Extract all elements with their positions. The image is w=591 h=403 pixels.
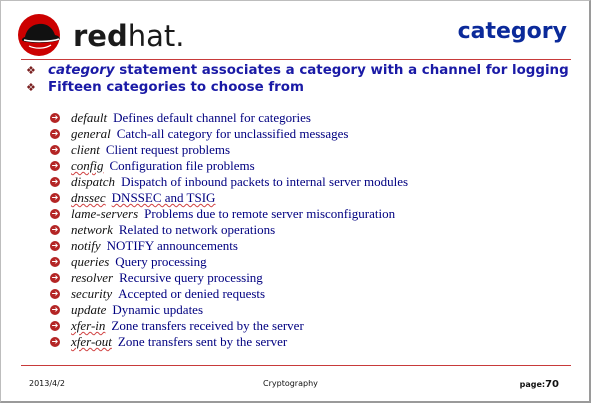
slide-title: category <box>457 19 567 44</box>
bullet-item: ❖ Fifteen categories to choose from <box>26 80 304 95</box>
bullet-marker-icon: ❖ <box>26 81 36 94</box>
bullet-marker-icon: ❖ <box>26 64 36 77</box>
list-item: ➔ dispatch Dispatch of inbound packets to internal server modules <box>51 174 409 189</box>
category-list <box>49 110 408 350</box>
arrow-bullet-icon: ➔ <box>51 273 59 282</box>
arrow-bullet-icon: ➔ <box>51 257 59 266</box>
arrow-bullet-icon: ➔ <box>51 193 59 202</box>
list-item: ➔ xfer-out Zone transfers sent by the server <box>51 334 288 349</box>
arrow-bullet-icon: ➔ <box>51 161 59 170</box>
arrow-bullet-icon: ➔ <box>51 241 59 250</box>
list-item: ➔ network Related to network operations <box>51 222 276 237</box>
arrow-bullet-icon: ➔ <box>51 337 59 346</box>
arrow-bullet-icon: ➔ <box>51 321 59 330</box>
logo-wordmark: redhat. <box>73 19 185 53</box>
arrow-bullet-icon: ➔ <box>51 113 59 122</box>
redhat-logo <box>15 13 185 57</box>
list-item: ➔ resolver Recursive query processing <box>51 270 263 285</box>
list-item: ➔ notify NOTIFY announcements <box>51 238 238 253</box>
bullet-item: ❖ category statement associates a category with a channel for logging <box>26 63 569 78</box>
list-item: ➔ general Catch-all category for unclassified messages <box>51 126 349 141</box>
arrow-bullet-icon: ➔ <box>51 289 59 298</box>
list-item: ➔ queries Query processing <box>51 254 207 269</box>
footer-date: 2013/4/2 <box>29 379 65 388</box>
page-number: page:70 <box>519 379 559 390</box>
footer-divider <box>21 365 571 366</box>
list-item: ➔ config Configuration file problems <box>51 158 255 173</box>
list-item: ➔ client Client request problems <box>51 142 231 157</box>
arrow-bullet-icon: ➔ <box>51 225 59 234</box>
list-item: ➔ default Defines default channel for categories <box>51 110 311 125</box>
arrow-bullet-icon: ➔ <box>51 305 59 314</box>
arrow-bullet-icon: ➔ <box>51 209 59 218</box>
list-item: ➔ update Dynamic updates <box>51 302 204 317</box>
arrow-bullet-icon: ➔ <box>51 145 59 154</box>
shadowman-icon <box>15 13 67 57</box>
list-item: ➔ lame-servers Problems due to remote server misconfiguration <box>51 206 396 221</box>
arrow-bullet-icon: ➔ <box>51 129 59 138</box>
footer-title: Cryptography <box>263 379 318 388</box>
header-divider <box>21 59 571 60</box>
list-item: ➔ dnssec DNSSEC and TSIG <box>51 190 216 205</box>
arrow-bullet-icon: ➔ <box>51 177 59 186</box>
main-bullets <box>26 64 571 98</box>
list-item: ➔ xfer-in Zone transfers received by the server <box>51 318 304 333</box>
list-item: ➔ security Accepted or denied requests <box>51 286 266 301</box>
